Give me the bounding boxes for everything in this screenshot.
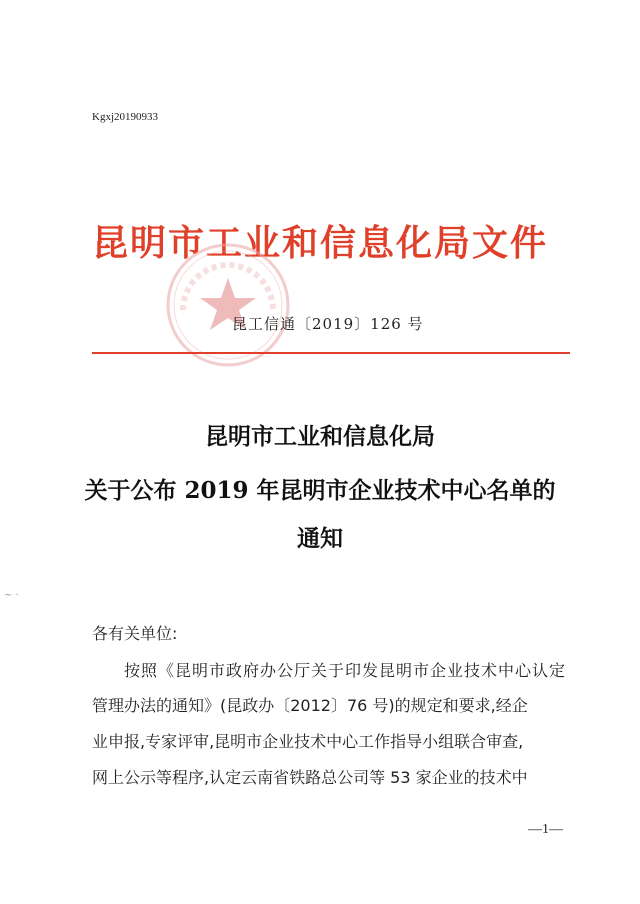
body-line-3: 业申报,专家评审,昆明市企业技术中心工作指导小组联合审查, (92, 732, 524, 751)
title-line-1: 昆明市工业和信息化局 (205, 423, 435, 450)
body-line-4: 网上公示等程序,认定云南省铁路总公司等 53 家企业的技术中 (92, 768, 528, 787)
body-line-2: 管理办法的通知》(昆政办〔2012〕76 号)的规定和要求,经企 (92, 696, 528, 715)
official-seal-icon (163, 240, 293, 370)
document-code: Kgxj20190933 (92, 111, 158, 123)
page-number: —1— (528, 822, 563, 837)
salutation: 各有关单位: (92, 624, 178, 643)
title-line-3: 通知 (297, 525, 343, 552)
title-line-2: 关于公布 2019 年昆明市企业技术中心名单的 (84, 477, 556, 504)
body-line-1: 按照《昆明市政府办公厅关于印发昆明市企业技术中心认定 (124, 661, 567, 680)
issuer-heading: 昆明市工业和信息化局文件 (91, 223, 548, 264)
red-divider (92, 352, 570, 354)
margin-scan-mark: ~ · (4, 590, 19, 601)
document-number: 昆工信通〔2019〕126 号 (232, 315, 424, 333)
